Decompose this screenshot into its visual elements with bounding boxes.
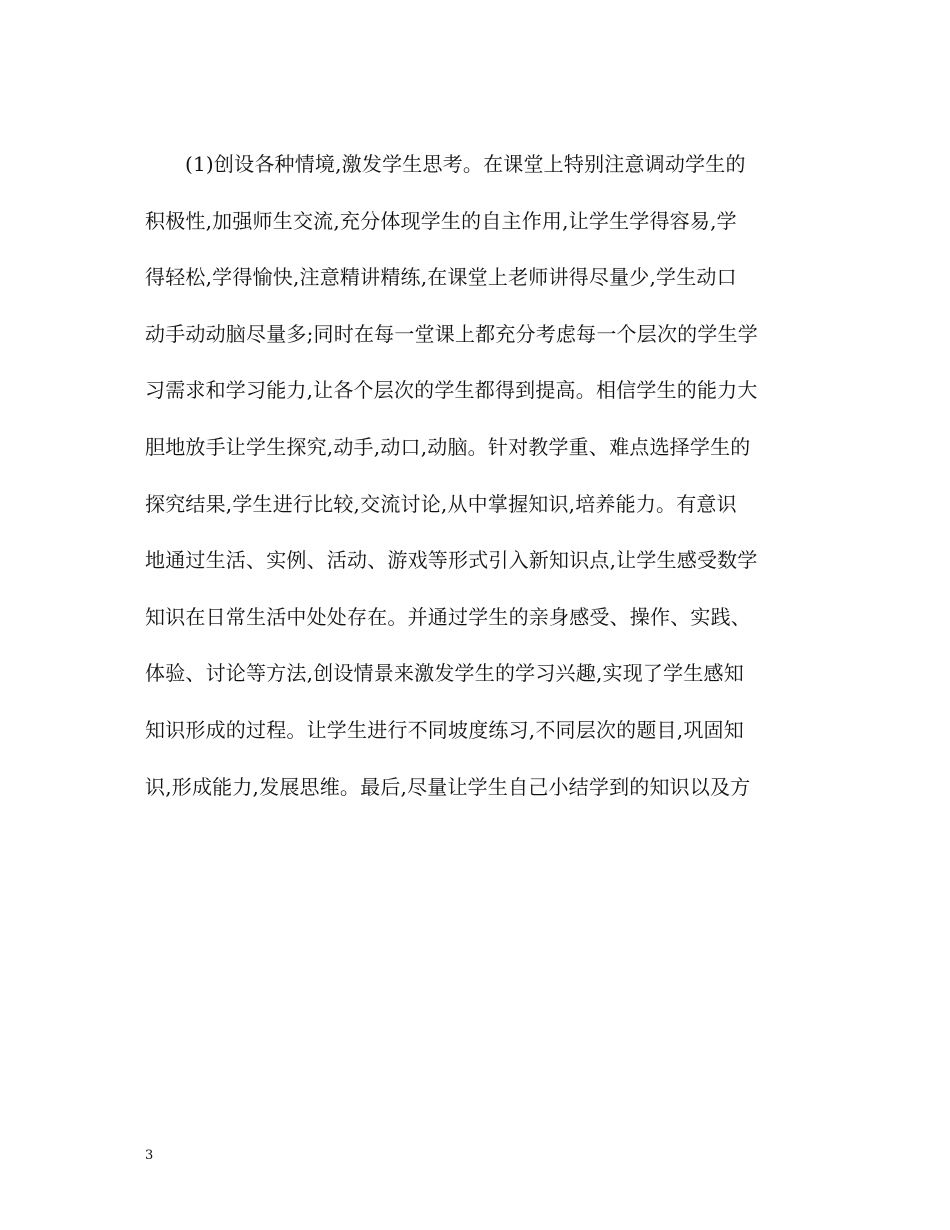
text-line: 地通过生活、实例、活动、游戏等形式引入新知识点,让学生感受数学 bbox=[145, 548, 758, 573]
text-line: 探究结果,学生进行比较,交流讨论,从中掌握知识,培养能力。有意识 bbox=[145, 491, 737, 516]
text-line: 积极性,加强师生交流,充分体现学生的自主作用,让学生学得容易,学 bbox=[145, 208, 737, 233]
body-paragraph bbox=[145, 136, 805, 815]
text-line: 知识形成的过程。让学生进行不同坡度练习,不同层次的题目,巩固知 bbox=[145, 717, 744, 742]
text-line: 体验、讨论等方法,创设情景来激发学生的学习兴趣,实现了学生感知 bbox=[145, 661, 744, 686]
page-number: 3 bbox=[145, 1148, 154, 1163]
text-line: 习需求和学习能力,让各个层次的学生都得到提高。相信学生的能力大 bbox=[145, 378, 758, 403]
text-line: 识,形成能力,发展思维。最后,尽量让学生自己小结学到的知识以及方 bbox=[145, 774, 751, 799]
text-line: 胆地放手让学生探究,动手,动口,动脑。针对教学重、难点选择学生的 bbox=[145, 434, 751, 459]
text-line: 动手动动脑尽量多;同时在每一堂课上都充分考虑每一个层次的学生学 bbox=[145, 321, 758, 346]
text-line: 得轻松,学得愉快,注意精讲精练,在课堂上老师讲得尽量少,学生动口 bbox=[145, 265, 737, 290]
text-line: 知识在日常生活中处处存在。并通过学生的亲身感受、操作、实践、 bbox=[145, 604, 751, 629]
text-line: (1)创设各种情境,激发学生思考。在课堂上特别注意调动学生的 bbox=[185, 152, 746, 176]
